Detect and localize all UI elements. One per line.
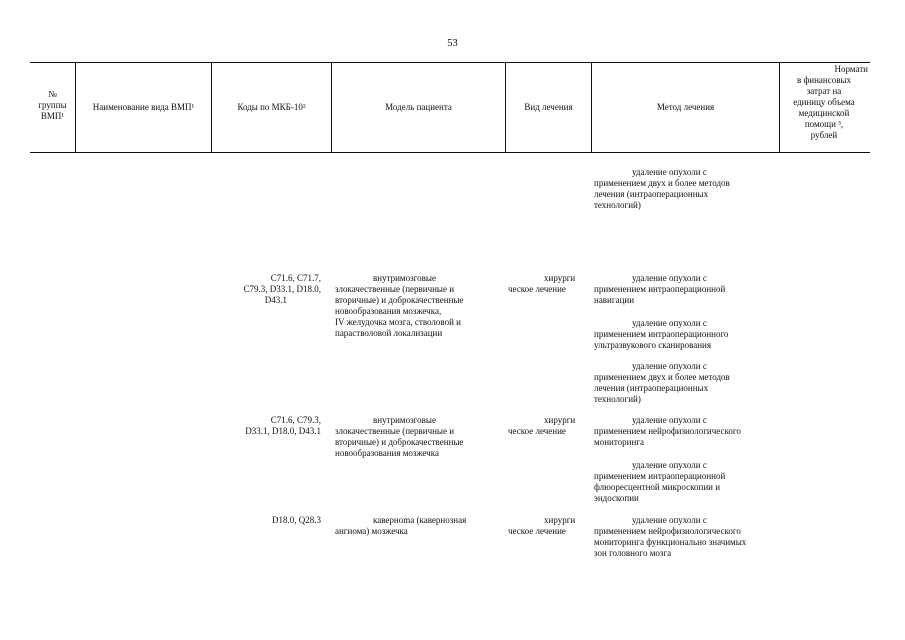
model-line: злокачественные (первичные и bbox=[335, 284, 455, 294]
model-line: ангиома) мозжечка bbox=[335, 526, 408, 536]
row3-patient-model bbox=[335, 515, 503, 537]
header-group-number bbox=[30, 89, 75, 122]
code-line: D33.1, D18.0, D43.1 bbox=[245, 426, 321, 436]
header-norms-line: помощи ³, bbox=[804, 119, 844, 129]
treatment-line: ческое лечение bbox=[508, 426, 566, 436]
code-line: C71.6, C71.7, bbox=[270, 273, 321, 283]
row3-method-a bbox=[594, 515, 779, 559]
header-norms-line: единицу объема bbox=[793, 97, 855, 107]
row3-treatment-type bbox=[508, 515, 588, 537]
model-line: внутримозговые bbox=[373, 273, 436, 283]
method-line: удаление опухоли с bbox=[632, 515, 707, 525]
model-line: парастволовой локализации bbox=[335, 328, 443, 338]
method-line: удаление опухоли с bbox=[632, 167, 707, 177]
row1-method-b bbox=[594, 318, 779, 351]
treatment-line: ческое лечение bbox=[508, 526, 566, 536]
model-line: каверноma (кавернозная bbox=[373, 515, 467, 525]
method-line: мониторинга функционально значимых bbox=[594, 537, 747, 547]
row1-patient-model bbox=[335, 273, 503, 339]
method-line: лечения (интраоперационных bbox=[594, 189, 709, 199]
method-line: удаление опухоли с bbox=[632, 273, 707, 283]
row2-patient-model bbox=[335, 415, 503, 459]
method-line: применением интраоперационной bbox=[594, 284, 726, 294]
code-line: D43.1 bbox=[264, 295, 287, 305]
header-norms-line: рублей bbox=[810, 130, 838, 140]
row1-method-c bbox=[594, 361, 779, 405]
row2-method-a bbox=[594, 415, 779, 448]
model-line: новообразования мозжечка bbox=[335, 448, 439, 458]
model-line: злокачественные (первичные и bbox=[335, 426, 455, 436]
page-number: 53 bbox=[447, 38, 458, 49]
header-bottom-rule bbox=[30, 152, 870, 153]
header-norms-line: Нормати bbox=[834, 64, 868, 74]
row1-codes bbox=[213, 273, 321, 306]
method-line: технологий) bbox=[594, 200, 641, 210]
row1-method-a bbox=[594, 273, 779, 306]
method-line: эндоскопии bbox=[594, 493, 639, 503]
header-top-rule bbox=[30, 62, 870, 63]
continuation-method bbox=[594, 167, 779, 211]
header-norms-line: в финансовых bbox=[796, 75, 852, 85]
method-line: навигации bbox=[594, 295, 635, 305]
code-line: C79.3, D33.1, D18.0, bbox=[243, 284, 321, 294]
treatment-line: хирурги bbox=[544, 515, 576, 525]
method-line: удаление опухоли с bbox=[632, 460, 707, 470]
method-line: флюоресцентной микроскопии и bbox=[594, 482, 721, 492]
header-icd-codes: Коды по МКБ-10² bbox=[237, 102, 306, 112]
header-group-number-line: № bbox=[48, 89, 57, 99]
row2-codes bbox=[213, 415, 321, 437]
header-treatment-type: Вид лечения bbox=[524, 102, 573, 112]
method-line: зон головного мозга bbox=[594, 548, 672, 558]
row2-method-b bbox=[594, 460, 779, 504]
header-group-number-line: ВМП¹ bbox=[40, 111, 65, 121]
method-line: удаление опухоли с bbox=[632, 318, 707, 328]
method-line: технологий) bbox=[594, 394, 641, 404]
method-line: применением интраоперационного bbox=[594, 329, 729, 339]
method-line: ультразвукового сканирования bbox=[594, 340, 711, 350]
treatment-line: ческое лечение bbox=[508, 284, 566, 294]
method-line: применением интраоперационной bbox=[594, 471, 726, 481]
method-line: удаление опухоли с bbox=[632, 415, 707, 425]
method-line: применением нейрофизиологического bbox=[594, 526, 741, 536]
method-line: применением двух и более методов bbox=[594, 178, 730, 188]
method-line: применением двух и более методов bbox=[594, 372, 730, 382]
row3-codes bbox=[213, 515, 321, 526]
model-line: новообразования мозжечка, bbox=[335, 306, 442, 316]
method-line: лечения (интраоперационных bbox=[594, 383, 709, 393]
header-group-number-line: группы bbox=[38, 100, 67, 110]
model-line: вторичные) и доброкачественные bbox=[335, 295, 464, 305]
row1-treatment-type bbox=[508, 273, 588, 295]
code-line: D18.0, Q28.3 bbox=[272, 515, 321, 525]
treatment-line: хирурги bbox=[544, 273, 576, 283]
header-patient-model: Модель пациента bbox=[385, 102, 452, 112]
code-line: C71.6, C79.3, bbox=[270, 415, 321, 425]
row2-treatment-type bbox=[508, 415, 588, 437]
header-norms-line: затрат на bbox=[806, 86, 842, 96]
model-line: внутримозговые bbox=[373, 415, 436, 425]
treatment-line: хирурги bbox=[544, 415, 576, 425]
method-line: удаление опухоли с bbox=[632, 361, 707, 371]
header-norms-line: медицинской bbox=[798, 108, 850, 118]
model-line: IV желудочка мозга, стволовой и bbox=[335, 317, 461, 327]
header-vmp-name: Наименование вида ВМП¹ bbox=[92, 102, 195, 112]
method-line: применением нейрофизиологического bbox=[594, 426, 741, 436]
header-financial-norms bbox=[780, 64, 868, 141]
header-treatment-method: Метод лечения bbox=[656, 102, 715, 112]
method-line: мониторинга bbox=[594, 437, 644, 447]
model-line: вторичные) и доброкачественные bbox=[335, 437, 464, 447]
